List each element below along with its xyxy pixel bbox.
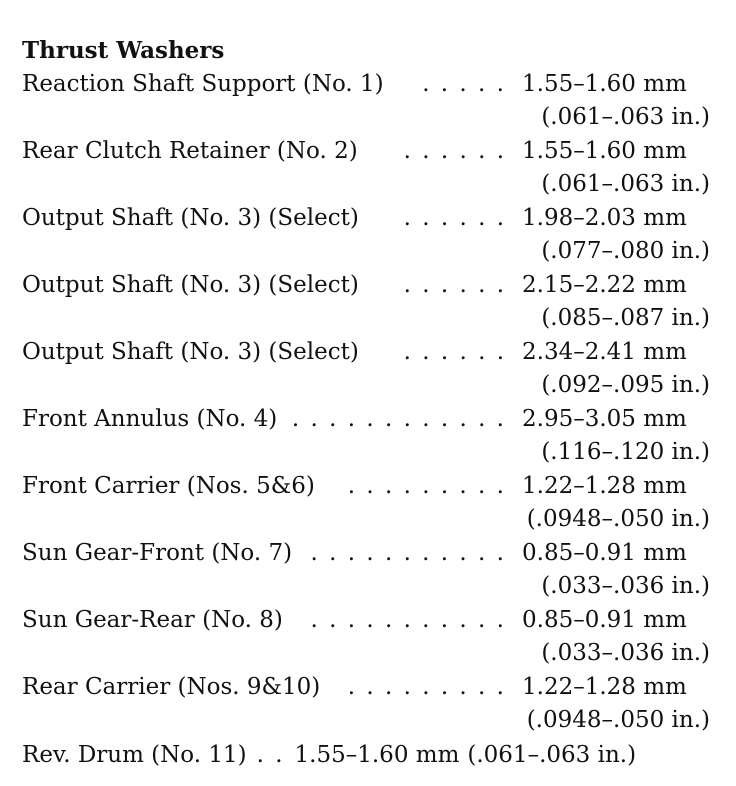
spec-row-rev-drum xyxy=(22,738,712,772)
spec-row-sun-gear-front xyxy=(22,537,712,604)
dot-leader: . . . . . . xyxy=(403,205,506,231)
spec-mm: 1.55–1.60 mm xyxy=(522,138,687,164)
dot-leader: . . . . . . . . . xyxy=(347,473,506,499)
dot-leader: . . . . . . xyxy=(403,272,506,298)
spec-mm: 1.22–1.28 mm xyxy=(522,473,687,499)
spec-mm: 0.85–0.91 mm xyxy=(522,540,687,566)
part-name: Output Shaft (No. 3) (Select) xyxy=(22,272,359,298)
spec-inch: (.061–.063 in.) xyxy=(541,171,710,197)
spec-mm: 1.98–2.03 mm xyxy=(522,205,687,231)
dot-leader: . . . . . xyxy=(422,71,506,97)
part-name: Rear Clutch Retainer (No. 2) xyxy=(22,138,358,164)
section-heading: Thrust Washers xyxy=(22,37,225,64)
spec-mm: 1.22–1.28 mm xyxy=(522,674,687,700)
spec-inch: (.0948–.050 in.) xyxy=(526,707,710,733)
part-name: Sun Gear-Front (No. 7) xyxy=(22,540,293,566)
spec-rows xyxy=(22,68,712,738)
part-name: Sun Gear-Rear (No. 8) xyxy=(22,607,283,633)
dot-leader: . . . . . . . . . . . xyxy=(310,540,506,566)
spec-row-front-carrier xyxy=(22,470,712,537)
spec-mm: 2.15–2.22 mm xyxy=(522,272,687,298)
dot-leader: . . . . . . . . . . . xyxy=(310,607,506,633)
spec-mm: 2.34–2.41 mm xyxy=(522,339,687,365)
spec-inch: (.092–.095 in.) xyxy=(541,372,710,398)
spec-row-front-annulus xyxy=(22,403,712,470)
part-name: Front Annulus (No. 4) xyxy=(22,406,278,432)
spec-inch: (.085–.087 in.) xyxy=(541,305,710,331)
spec-row-output-shaft-1 xyxy=(22,202,712,269)
part-name: Reaction Shaft Support (No. 1) xyxy=(22,71,384,97)
spec-mm: 1.55–1.60 mm xyxy=(294,742,460,768)
spec-inch: (.033–.036 in.) xyxy=(541,573,710,599)
dot-leader: . . . . . . xyxy=(403,339,506,365)
spec-row-output-shaft-2 xyxy=(22,269,712,336)
spec-row-sun-gear-rear xyxy=(22,604,712,671)
part-name: Rear Carrier (Nos. 9&10) xyxy=(22,674,321,700)
spec-inch: (.061–.063 in.) xyxy=(467,742,637,768)
spec-row-output-shaft-3 xyxy=(22,336,712,403)
spec-row-rear-clutch-retainer xyxy=(22,135,712,202)
spec-row-rear-carrier xyxy=(22,671,712,738)
thrust-washers-spec-list xyxy=(22,34,712,772)
spec-inch: (.077–.080 in.) xyxy=(541,238,710,264)
dot-leader: . . . . . . . . . . . . xyxy=(291,406,506,432)
dot-leader: . . xyxy=(256,742,285,768)
part-name: Output Shaft (No. 3) (Select) xyxy=(22,339,359,365)
spec-mm: 2.95–3.05 mm xyxy=(522,406,687,432)
spec-row-reaction-shaft-support xyxy=(22,68,712,135)
dot-leader: . . . . . . . . . xyxy=(347,674,506,700)
spec-mm: 0.85–0.91 mm xyxy=(522,607,687,633)
dot-leader: . . . . . . xyxy=(403,138,506,164)
spec-mm: 1.55–1.60 mm xyxy=(522,71,687,97)
spec-inch: (.116–.120 in.) xyxy=(541,439,710,465)
part-name: Output Shaft (No. 3) (Select) xyxy=(22,205,359,231)
spec-inch: (.033–.036 in.) xyxy=(541,640,710,666)
spec-inch: (.061–.063 in.) xyxy=(541,104,710,130)
part-name: Front Carrier (Nos. 5&6) xyxy=(22,473,315,499)
spec-inch: (.0948–.050 in.) xyxy=(526,506,710,532)
part-name: Rev. Drum (No. 11) xyxy=(22,742,247,768)
